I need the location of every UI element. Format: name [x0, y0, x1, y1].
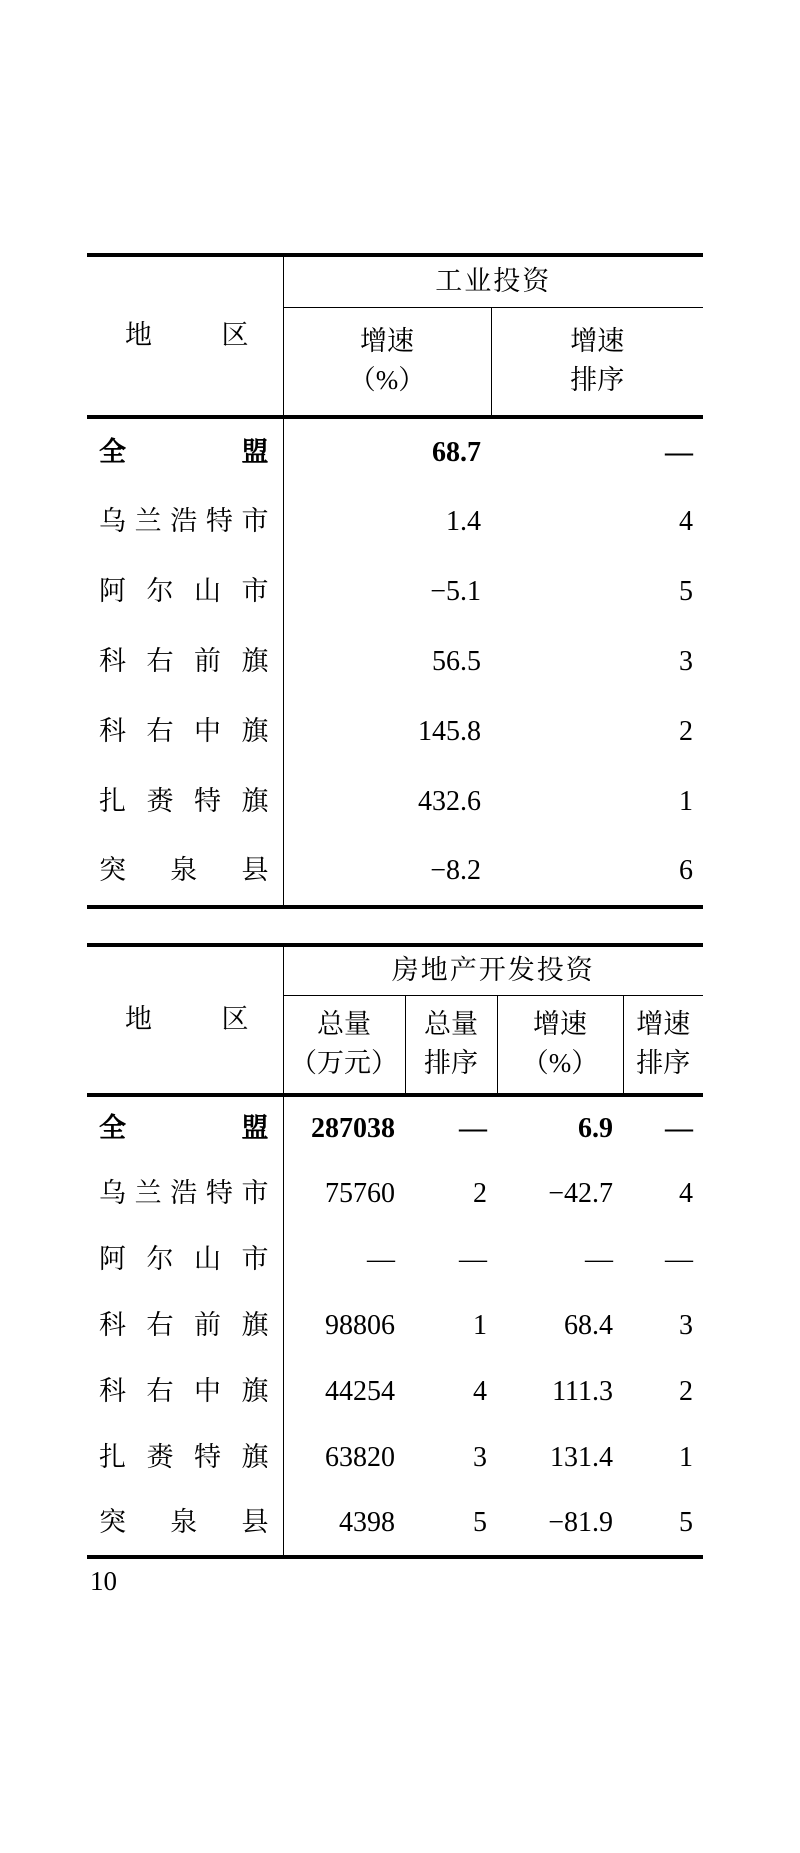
total-cell: — — [367, 1243, 395, 1275]
growth-cell: −8.2 — [430, 854, 481, 886]
growth-cell: 68.4 — [564, 1309, 613, 1341]
total-rank-cell: — — [459, 1243, 487, 1275]
table-row — [87, 627, 703, 697]
total-cell: 63820 — [325, 1441, 395, 1473]
region-cell: 科 右 前 旗 — [87, 627, 283, 697]
region-cell: 乌 兰 浩 特 市 — [87, 1161, 283, 1227]
region-cell: 全 盟 — [87, 1095, 283, 1161]
growth-rank-cell: 2 — [679, 1375, 693, 1407]
growth-cell: 432.6 — [418, 785, 481, 817]
total-cell: 75760 — [325, 1177, 395, 1209]
table2-total-column-header: 总量 （万元） — [283, 995, 405, 1095]
total-cell: 4398 — [339, 1506, 395, 1538]
region-header-label: 地 区 — [125, 1004, 249, 1035]
total-rank-cell: 3 — [473, 1441, 487, 1473]
table-row — [87, 1425, 703, 1491]
table-row — [87, 1491, 703, 1557]
table2-span-header: 房地产开发投资 — [283, 945, 703, 995]
growth-cell: −5.1 — [430, 575, 481, 607]
table-row — [87, 487, 703, 557]
industrial-investment-table — [87, 253, 703, 909]
growth-rank-cell: 4 — [679, 1177, 693, 1209]
total-cell: 98806 — [325, 1309, 395, 1341]
table-row — [87, 1161, 703, 1227]
table-row — [87, 837, 703, 907]
rank-cell: — — [665, 436, 693, 468]
growth-cell: 131.4 — [550, 1441, 613, 1473]
growth-rank-cell: — — [665, 1112, 693, 1144]
region-cell: 阿 尔 山 市 — [87, 557, 283, 627]
table2-total-rank-column-header: 总量 排序 — [405, 995, 497, 1095]
table-row — [87, 557, 703, 627]
table-row — [87, 1293, 703, 1359]
region-cell: 科 右 中 旗 — [87, 697, 283, 767]
total-rank-cell: — — [459, 1112, 487, 1144]
growth-cell: 56.5 — [432, 645, 481, 677]
region-cell: 阿 尔 山 市 — [87, 1227, 283, 1293]
rank-cell: 4 — [679, 505, 693, 537]
region-cell: 突 泉 县 — [87, 837, 283, 907]
total-cell: 287038 — [311, 1112, 395, 1144]
table1-growth-column-header: 增速 （%） — [283, 307, 491, 417]
growth-rank-cell: — — [665, 1243, 693, 1275]
region-cell: 科 右 前 旗 — [87, 1293, 283, 1359]
growth-cell: 1.4 — [446, 505, 481, 537]
table1-region-column-header — [87, 255, 283, 417]
region-cell: 乌 兰 浩 特 市 — [87, 487, 283, 557]
table2-growth-rank-column-header: 增速 排序 — [623, 995, 703, 1095]
table-row — [87, 1359, 703, 1425]
table1-growth-rank-column-header: 增速 排序 — [491, 307, 703, 417]
growth-rank-cell: 1 — [679, 1441, 693, 1473]
table-row — [87, 1095, 703, 1161]
table2-header-row-span — [87, 945, 703, 995]
table2-region-column-header — [87, 945, 283, 1095]
growth-cell: −81.9 — [548, 1506, 613, 1538]
rank-cell: 2 — [679, 715, 693, 747]
table-row — [87, 767, 703, 837]
region-cell: 突 泉 县 — [87, 1491, 283, 1557]
region-cell: 扎 赉 特 旗 — [87, 767, 283, 837]
table-row — [87, 1227, 703, 1293]
table-row — [87, 417, 703, 487]
rank-cell: 1 — [679, 785, 693, 817]
page-number: 10 — [90, 1566, 117, 1596]
growth-cell: 68.7 — [432, 436, 481, 468]
table-row — [87, 697, 703, 767]
region-cell: 全 盟 — [87, 417, 283, 487]
growth-rank-cell: 5 — [679, 1506, 693, 1538]
growth-cell: 145.8 — [418, 715, 481, 747]
region-header-label: 地 区 — [125, 320, 249, 351]
growth-cell: 111.3 — [552, 1375, 613, 1407]
rank-cell: 5 — [679, 575, 693, 607]
region-cell: 扎 赉 特 旗 — [87, 1425, 283, 1491]
total-rank-cell: 4 — [473, 1375, 487, 1407]
growth-rank-cell: 3 — [679, 1309, 693, 1341]
growth-cell: 6.9 — [578, 1112, 613, 1144]
total-rank-cell: 1 — [473, 1309, 487, 1341]
region-cell: 科 右 中 旗 — [87, 1359, 283, 1425]
total-cell: 44254 — [325, 1375, 395, 1407]
total-rank-cell: 5 — [473, 1506, 487, 1538]
real-estate-investment-table — [87, 943, 703, 1559]
table1-span-header: 工业投资 — [283, 255, 703, 307]
rank-cell: 6 — [679, 854, 693, 886]
growth-cell: −42.7 — [548, 1177, 613, 1209]
table1-header-row-span — [87, 255, 703, 307]
table2-growth-column-header: 增速 （%） — [497, 995, 623, 1095]
growth-cell: — — [585, 1243, 613, 1275]
total-rank-cell: 2 — [473, 1177, 487, 1209]
rank-cell: 3 — [679, 645, 693, 677]
